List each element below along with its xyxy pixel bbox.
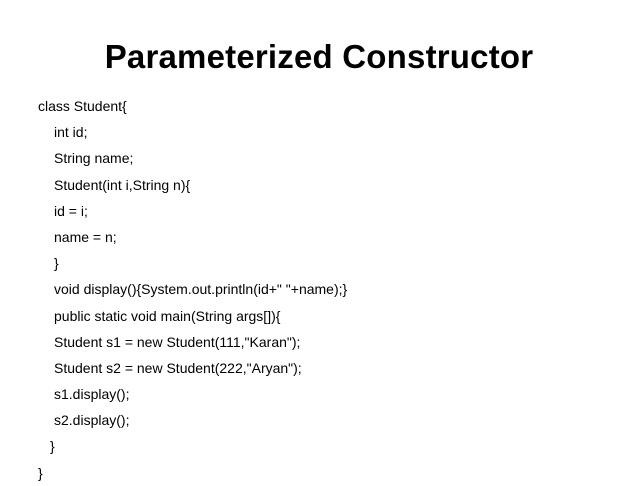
code-line: }: [54, 255, 59, 272]
slide-title: Parameterized Constructor: [104, 38, 534, 75]
code-line: Student s2 = new Student(222,"Aryan");: [54, 359, 302, 376]
code-block: [38, 93, 347, 486]
code-line: }: [38, 464, 43, 481]
code-line: }: [50, 438, 55, 455]
code-line: id = i;: [54, 202, 88, 219]
code-line: public static void main(String args[]){: [54, 307, 281, 324]
code-line: class Student{: [38, 98, 127, 114]
code-line: Student s1 = new Student(111,"Karan");: [54, 333, 301, 350]
code-line: void display(){System.out.println(id+" "+name);}: [54, 281, 348, 298]
code-line: String name;: [54, 150, 134, 167]
code-line: name = n;: [54, 228, 117, 245]
code-line: s1.display();: [54, 386, 130, 403]
code-line: Student(int i,String n){: [54, 176, 191, 193]
code-line: s2.display();: [54, 412, 130, 429]
code-line: int id;: [54, 124, 88, 141]
